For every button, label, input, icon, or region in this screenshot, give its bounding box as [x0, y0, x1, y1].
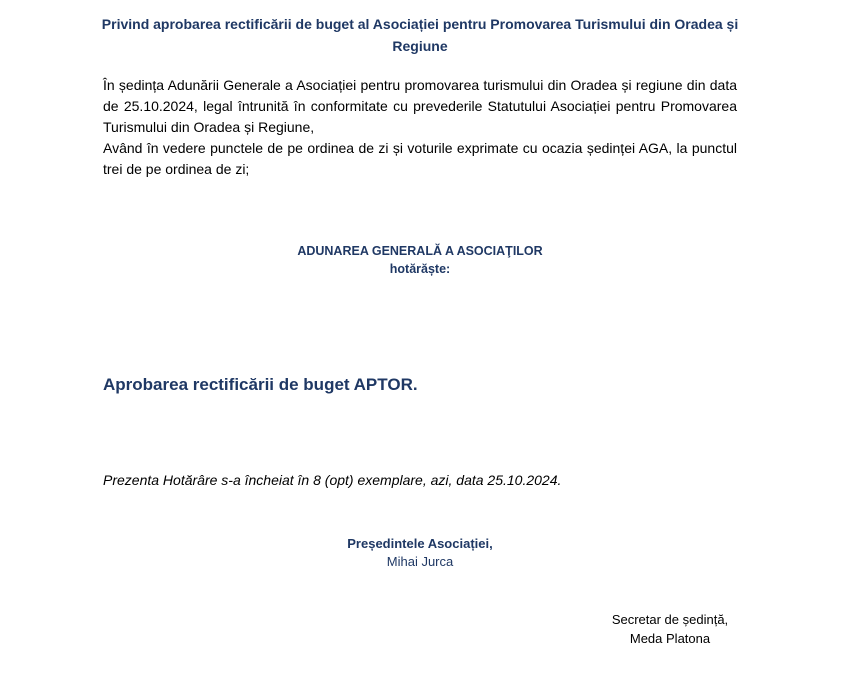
- preamble-paragraph: Având în vedere punctele de pe ordinea de zi și voturile exprimate cu ocazia ședinței AGA, la punctul trei de pe ordinea de zi;: [103, 140, 737, 177]
- decision-text: Aprobarea rectificării de buget APTOR.: [103, 375, 418, 394]
- preamble-paragraph: În ședința Adunării Generale a Asociației pentru promovarea turismului din Oradea și regiune din data de 25.10.2024, legal întrunită în conformitate cu prevederile Statutului Asociației pentru Promovarea Turismului din Oradea și Regiune,: [103, 77, 737, 135]
- decides-label: hotărăște:: [389, 262, 451, 276]
- president-signature: [300, 535, 540, 571]
- president-name: Mihai Jurca: [386, 554, 454, 569]
- assembly-block: [100, 242, 740, 278]
- preamble: [103, 75, 737, 180]
- document-title: Privind aprobarea rectificării de buget al Asociației pentru Promovarea Turismului din Oradea și Regiune: [101, 16, 739, 54]
- president-role: Președintele Asociației,: [347, 536, 493, 551]
- closing-statement: Prezenta Hotărâre s-a încheiat în 8 (opt) exemplare, azi, data 25.10.2024.: [103, 472, 562, 488]
- secretary-name: Meda Platona: [629, 631, 711, 646]
- secretary-role: Secretar de ședință,: [611, 612, 729, 627]
- assembly-heading: ADUNAREA GENERALĂ A ASOCIAŢILOR: [297, 244, 543, 258]
- secretary-signature: [590, 610, 750, 648]
